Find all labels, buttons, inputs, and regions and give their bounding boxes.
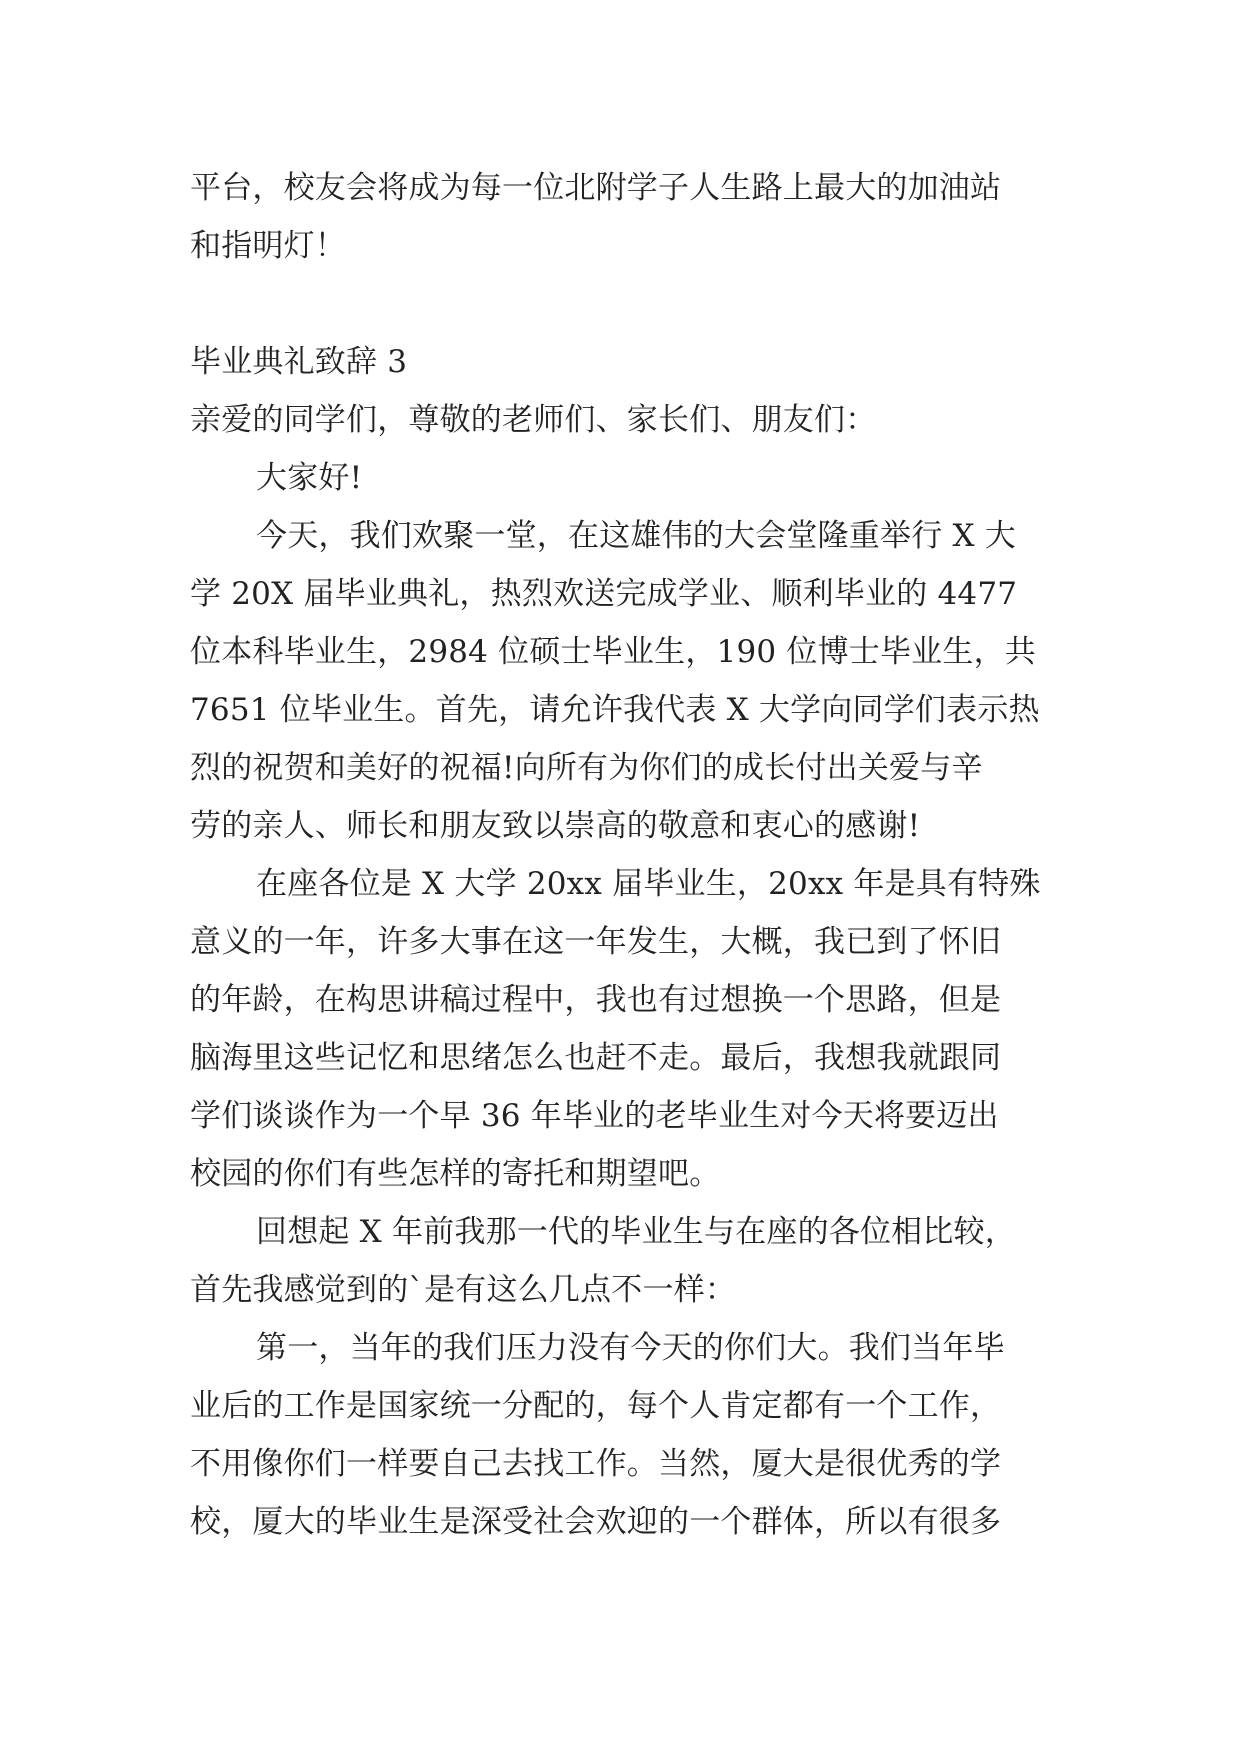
- text-line: 校，厦大的毕业生是深受社会欢迎的一个群体，所以有很多: [190, 1504, 1002, 1540]
- section-heading: 毕业典礼致辞 3: [190, 344, 408, 380]
- text-line: 今天，我们欢聚一堂，在这雄伟的大会堂隆重举行 X 大: [256, 518, 1016, 554]
- text-line: 劳的亲人、师长和朋友致以崇高的敬意和衷心的感谢!: [190, 808, 921, 844]
- text-line: 学 20X 届毕业典礼，热烈欢送完成学业、顺利毕业的 4477: [190, 576, 1018, 612]
- salutation: 亲爱的同学们，尊敬的老师们、家长们、朋友们：: [190, 402, 877, 438]
- text-line: 业后的工作是国家统一分配的，每个人肯定都有一个工作，: [190, 1388, 1002, 1424]
- text-line: 学们谈谈作为一个早 36 年毕业的老毕业生对今天将要迈出: [190, 1098, 999, 1134]
- text-line: 平台，校友会将成为每一位北附学子人生路上最大的加油站: [190, 170, 1002, 206]
- text-line: 不用像你们一样要自己去找工作。当然，厦大是很优秀的学: [190, 1446, 1002, 1482]
- text-line: 第一，当年的我们压力没有今天的你们大。我们当年毕: [256, 1330, 1005, 1366]
- text-line: 意义的一年，许多大事在这一年发生，大概，我已到了怀旧: [190, 924, 1002, 960]
- text-line: 首先我感觉到的`是有这么几点不一样：: [190, 1272, 737, 1308]
- text-line: 烈的祝贺和美好的祝福!向所有为你们的成长付出关爱与辛: [190, 750, 983, 786]
- text-line: 7651 位毕业生。首先，请允许我代表 X 大学向同学们表示热: [190, 692, 1040, 728]
- text-line: 回想起 X 年前我那一代的毕业生与在座的各位相比较，: [256, 1214, 1016, 1250]
- text-line: 的年龄，在构思讲稿过程中，我也有过想换一个思路，但是: [190, 982, 1002, 1018]
- greeting: 大家好!: [256, 460, 363, 496]
- text-line: 位本科毕业生，2984 位硕士毕业生，190 位博士毕业生，共: [190, 634, 1036, 670]
- text-line: 脑海里这些记忆和思绪怎么也赶不走。最后，我想我就跟同: [190, 1040, 1002, 1076]
- text-line: 在座各位是 X 大学 20xx 届毕业生，20xx 年是具有特殊: [256, 866, 1041, 902]
- text-line: 校园的你们有些怎样的寄托和期望吧。: [190, 1156, 721, 1192]
- text-line: 和指明灯！: [190, 228, 346, 264]
